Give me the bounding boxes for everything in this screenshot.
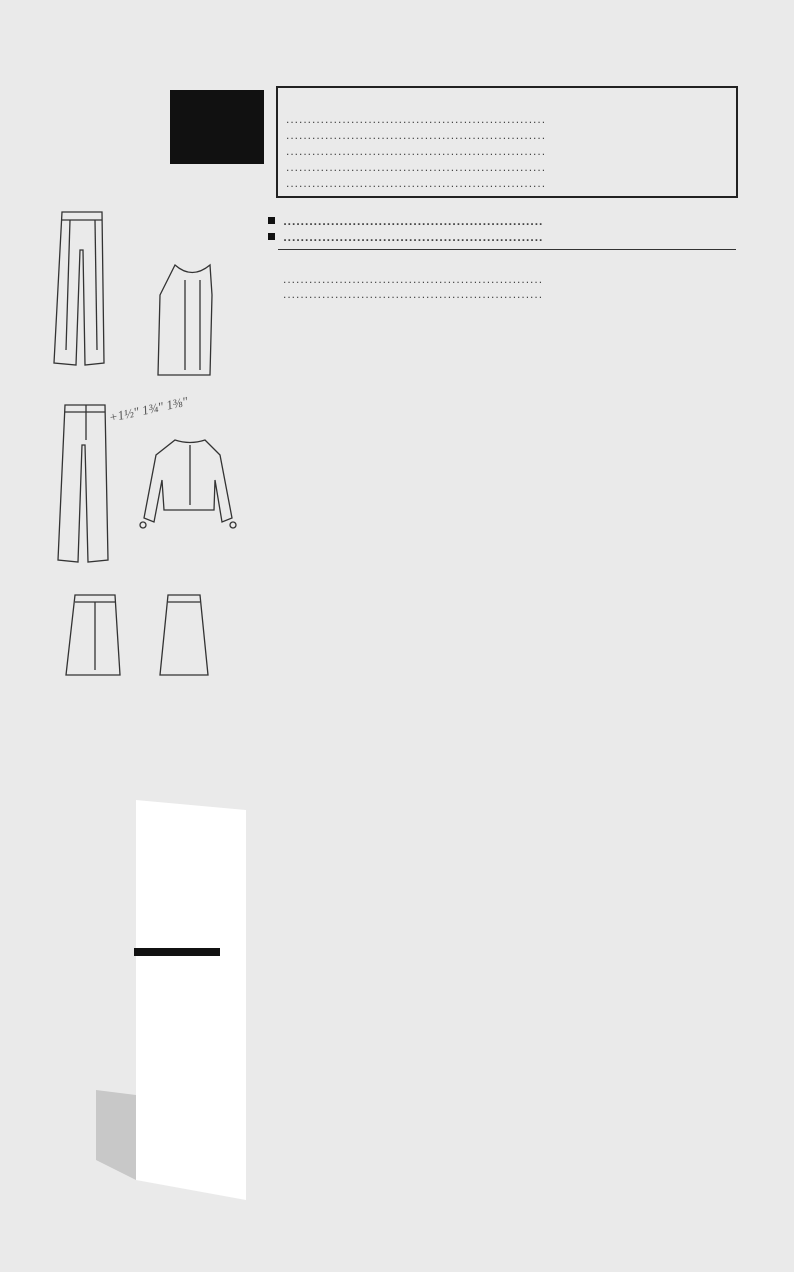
row-value: [519, 176, 559, 190]
row-value: [476, 272, 516, 286]
row-value: [572, 230, 612, 244]
ask-for-label-text: [56, 820, 96, 1040]
tunic-sketch: [158, 265, 212, 375]
row-value: [572, 128, 612, 142]
leader-dots: ............................................................: [286, 176, 547, 190]
row-value: [519, 230, 559, 244]
row-value: [519, 112, 559, 126]
row-value: [519, 287, 559, 301]
row-label: [286, 112, 547, 126]
bullet-square-icon: [268, 217, 275, 224]
row-value: [675, 287, 715, 301]
skirt-sketch: [66, 595, 120, 675]
row-label: [268, 214, 544, 228]
row-value: [476, 112, 516, 126]
row-label: [268, 230, 544, 244]
row-value: [572, 176, 612, 190]
row-value: [622, 144, 662, 158]
row-value: [476, 230, 516, 244]
row-value: [675, 128, 715, 142]
row-value: [675, 272, 715, 286]
row-value: [572, 287, 612, 301]
leader-dots: ............................................................: [283, 287, 544, 301]
row-value: [572, 214, 612, 228]
row-value: [572, 160, 612, 174]
row-label: [286, 128, 547, 142]
row-value: [622, 230, 662, 244]
row-value: [622, 214, 662, 228]
row-value: [519, 272, 559, 286]
row-value: [622, 176, 662, 190]
blouse-sketch: [140, 440, 236, 528]
leader-dots: ............................................................: [279, 230, 544, 244]
leader-dots: ............................................................: [286, 144, 547, 158]
leader-dots: ............................................................: [283, 272, 544, 286]
leader-dots: ............................................................: [286, 128, 547, 142]
row-label: [286, 176, 547, 190]
row-value: [572, 272, 612, 286]
row-value: [519, 160, 559, 174]
row-value: [519, 144, 559, 158]
row-value: [622, 287, 662, 301]
garment-sketches: [40, 200, 260, 690]
row-value: [519, 214, 559, 228]
row-value: [675, 214, 715, 228]
leader-dots: ............................................................: [279, 214, 544, 228]
row-value: [675, 176, 715, 190]
row-value: [476, 128, 516, 142]
row-label: [283, 287, 544, 301]
row-value: [476, 287, 516, 301]
row-value: [519, 128, 559, 142]
bullet-square-icon: [268, 233, 275, 240]
pants-sketch: [54, 212, 104, 365]
row-value: [572, 144, 612, 158]
pants-back-sketch: [58, 405, 108, 562]
row-value: [675, 230, 715, 244]
row-value: [622, 128, 662, 142]
section-divider: [278, 249, 736, 250]
leader-dots: ............................................................: [286, 112, 547, 126]
row-value: [476, 160, 516, 174]
row-value: [622, 160, 662, 174]
row-value: [675, 144, 715, 158]
row-value: [476, 144, 516, 158]
leader-dots: ............................................................: [286, 160, 547, 174]
svg-text:+1½" 1¾" 1⅜": +1½" 1¾" 1⅜": [107, 393, 190, 425]
row-value: [622, 272, 662, 286]
vogue-logo: [96, 800, 246, 1200]
row-label: [286, 160, 547, 174]
row-value: [622, 112, 662, 126]
skirt-back-sketch: [160, 595, 208, 675]
row-value: [675, 160, 715, 174]
row-value: [476, 214, 516, 228]
row-value: [476, 176, 516, 190]
row-value: [675, 112, 715, 126]
row-value: [572, 112, 612, 126]
row-label: [283, 272, 544, 286]
row-label: [286, 144, 547, 158]
